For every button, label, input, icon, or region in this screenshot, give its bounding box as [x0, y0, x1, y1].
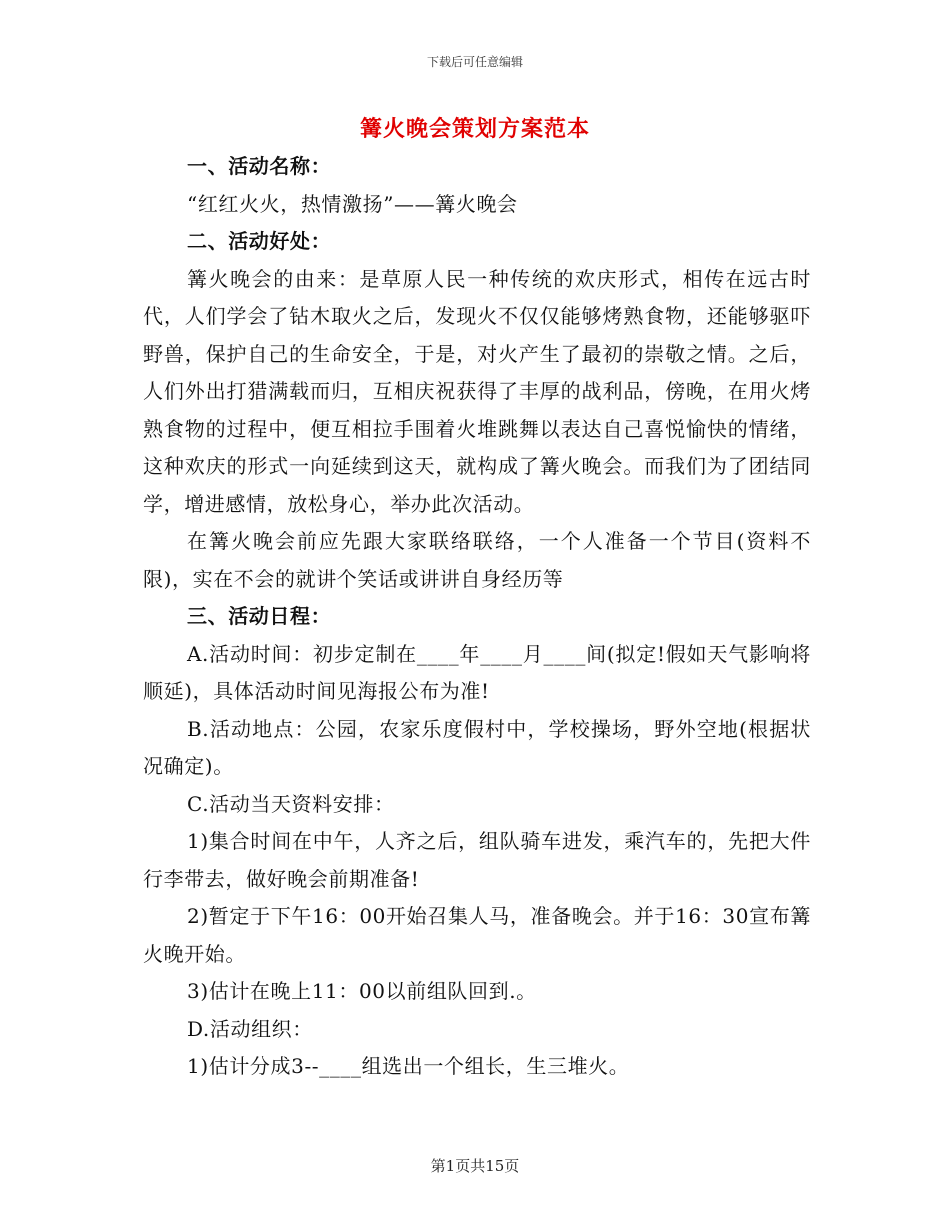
paragraph-origin: 篝火晚会的由来：是草原人民一种传统的欢庆形式，相传在远古时代，人们学会了钻木取火之后，发现火不仅仅能够烤熟食物，还能够驱吓野兽，保护自己的生命安全，于是，对火产生了最初的崇敬之情。之后，人们外出打猎满载而归，互相庆祝获得了丰厚的战利品，傍晚，在用火烤熟食物的过程中，便互相拉手围着火堆跳舞以表达自己喜悦愉快的情绪，这种欢庆的形式一向延续到这天，就构成了篝火晚会。而我们为了团结同学，增进感情，放松身心，举办此次活动。: [143, 266, 811, 516]
paragraph-arrangement-item-3: 3)估计在晚上11：00以前组队回到.。: [187, 979, 537, 1003]
paragraph-day-arrangement: C.活动当天资料安排：: [187, 791, 395, 816]
document-body: [143, 148, 811, 1086]
section-heading-activity-name: 一、活动名称：: [187, 154, 332, 178]
page-footer: 第1页共15页: [430, 1157, 520, 1175]
paragraph-organization: D.活动组织：: [187, 1016, 313, 1041]
paragraph-activity-time: A.活动时间：初步定制在____年____月____间(拟定!假如天气影响将顺延)，具体活动时间见海报公布为准!: [143, 641, 811, 703]
paragraph-preparation: 在篝火晚会前应先跟大家联络联络，一个人准备一个节目(资料不限)，实在不会的就讲个笑话或讲讲自身经历等: [143, 529, 811, 591]
section-heading-schedule: 三、活动日程：: [187, 604, 332, 628]
document-title: 篝火晚会策划方案范本: [359, 116, 590, 142]
page-header-note: 下载后可任意编辑: [426, 55, 523, 69]
paragraph-activity-location: B.活动地点：公园，农家乐度假村中，学校操场，野外空地(根据状况确定)。: [143, 716, 811, 778]
section-heading-benefits: 二、活动好处：: [187, 229, 332, 253]
paragraph-arrangement-item-1: 1)集合时间在中午，人齐之后，组队骑车进发，乘汽车的，先把大件行李带去，做好晚会前期准备!: [143, 829, 811, 891]
paragraph-activity-name: “红红火火，热情激扬”——篝火晚会: [187, 191, 518, 216]
paragraph-arrangement-item-2: 2)暂定于下午16：00开始召集人马，准备晚会。并于16：30宣布篝火晚开始。: [143, 904, 811, 966]
paragraph-organization-item-1: 1)估计分成3--____组选出一个组长，生三堆火。: [187, 1054, 630, 1078]
